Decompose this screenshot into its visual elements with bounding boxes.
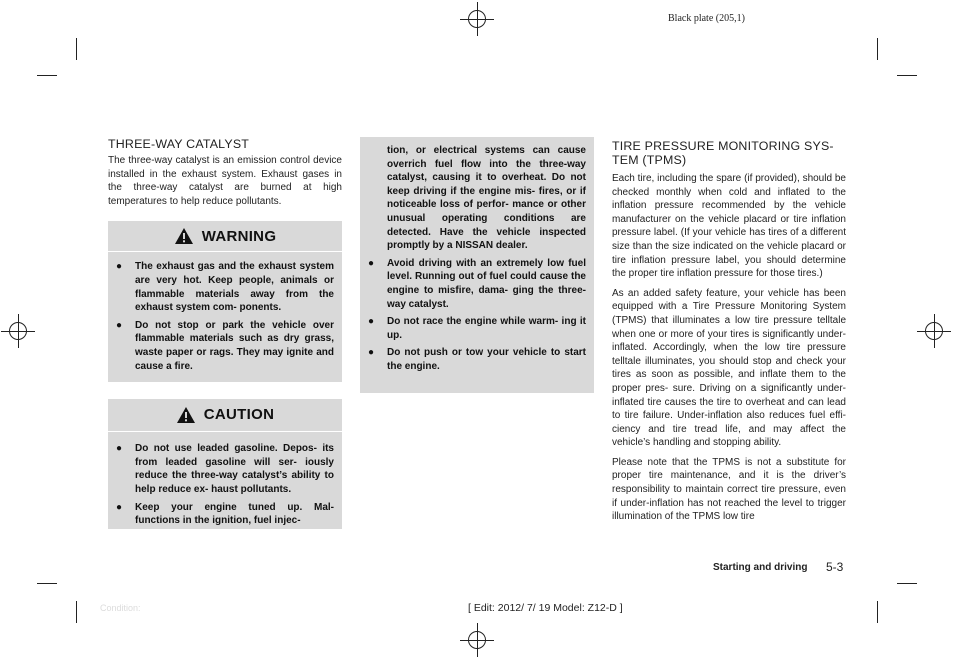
crop-mark <box>877 38 878 60</box>
condition-label: Condition: <box>100 603 141 613</box>
bullet-dot: ● <box>368 257 375 269</box>
list-item: ● The exhaust gas and the exhaust system are very hot. Keep people, animals or flammable materials away from the exhaust system com- ponents. <box>116 261 334 314</box>
list-item: ● Keep your engine tuned up. Mal- functions in the ignition, fuel injec- <box>116 501 334 527</box>
catalyst-intro: The three-way catalyst is an emission control device installed in the exhaust system. Exhaust gases in the three-way catalyst are burned at high temperatures to help reduce pollutants. <box>108 155 342 207</box>
registration-mark-bottom <box>460 623 494 657</box>
crop-mark <box>877 601 878 623</box>
plate-label: Black plate (205,1) <box>668 13 745 24</box>
list-item: ● Do not race the engine while warm- ing it up. <box>368 316 586 341</box>
bullet-dot: ● <box>368 316 375 328</box>
list-item: ● Do not use leaded gasoline. Depos- its from leaded gasoline will ser- iously reduce the three-way catalyst’s ability to help reduce ex- haust pollutants. <box>116 443 334 495</box>
left-column <box>108 137 342 529</box>
caution-list <box>108 432 342 528</box>
registration-mark-right <box>917 314 951 348</box>
warning-box <box>108 221 342 382</box>
caution-box-header <box>108 399 342 432</box>
list-item: ● Do not stop or park the vehicle over flammable materials such as dry grass, waste paper or rags. They may ignite and cause a fire. <box>116 319 334 372</box>
crop-mark <box>897 75 917 76</box>
list-item: ● Avoid driving with an extremely low fuel level. Running out of fuel could cause the engine to misfire, dama- ging the three-way catalyst. <box>368 257 586 310</box>
list-item: ● Do not push or tow your vehicle to start the engine. <box>368 347 586 372</box>
warning-box-header <box>108 221 342 252</box>
warning-list <box>108 252 342 373</box>
section-title-line: TIRE PRESSURE MONITORING SYS- <box>612 139 834 153</box>
bullet-dot: ● <box>116 443 123 455</box>
section-title-catalyst: THREE-WAY CATALYST <box>108 137 250 151</box>
caution-box <box>108 399 342 529</box>
bullet-dot: ● <box>116 319 123 331</box>
footer-page-number: 5-3 <box>826 560 844 574</box>
crop-mark <box>76 38 77 60</box>
section-title-tpms <box>612 139 846 167</box>
crop-mark <box>37 75 57 76</box>
warning-triangle-icon <box>176 406 196 424</box>
tpms-paragraph: Please note that the TPMS is not a substitute for proper tire maintenance, and it is the driver’s responsibility to maintain correct tire pressure, even if under-inflation has not reached the level to trigger illumination of the TPMS low tire <box>612 456 846 523</box>
warning-title: WARNING <box>201 227 277 245</box>
crop-mark <box>37 583 57 584</box>
registration-mark-top <box>460 2 494 36</box>
registration-mark-left <box>1 314 35 348</box>
tpms-paragraph: Each tire, including the spare (if provided), should be checked monthly when cold and inflated to the inflation pressure recommended by the vehicle manufacturer on the vehicle placard or tire inflation pressure label. (If your vehicle has tires of a different size than the size indicated on the vehicle placard or tire inflation pressure label, you should determine the proper tire inflation pressure for those tires.) <box>612 173 846 280</box>
bullet-dot: ● <box>368 347 375 359</box>
crop-mark <box>76 601 77 623</box>
crop-mark <box>897 583 917 584</box>
section-title-line: TEM (TPMS) <box>612 153 687 167</box>
tpms-paragraph: As an added safety feature, your vehicle has been equipped with a Tire Pressure Monitoring System (TPMS) that illuminates a low tire pressure telltale when one or more of your tires is significantly under-inflated. Accordingly, when the low tire pressure telltale illuminates, you should stop and check your tires as soon as possible, and inflate them to the proper pres- sure. Driving on a significantly under-inflated tire causes the tire to overheat and can lead to tire failure. Under-inflation also reduces fuel effi- ciency and tire tread life, and may affect the vehicle’s handling and stopping ability. <box>612 287 846 449</box>
bullet-dot: ● <box>116 501 123 513</box>
warning-triangle-icon <box>174 227 194 245</box>
right-column <box>612 139 846 530</box>
footer-section-name: Starting and driving <box>713 562 808 573</box>
list-item-continued: tion, or electrical systems can cause overrich fuel flow into the three-way catalyst, causing it to overheat. Do not keep driving if the engine mis- fires, or if noticeable loss of perfor- mance or other unusual operating conditions are detected. Have the vehicle inspected promptly by a NISSAN dealer. <box>387 145 586 252</box>
middle-column-caution-continued <box>360 137 594 393</box>
bullet-dot: ● <box>116 261 123 273</box>
caution-title: CAUTION <box>203 406 275 424</box>
caution-list-continued <box>360 137 594 374</box>
edit-info: [ Edit: 2012/ 7/ 19 Model: Z12-D ] <box>468 602 623 614</box>
